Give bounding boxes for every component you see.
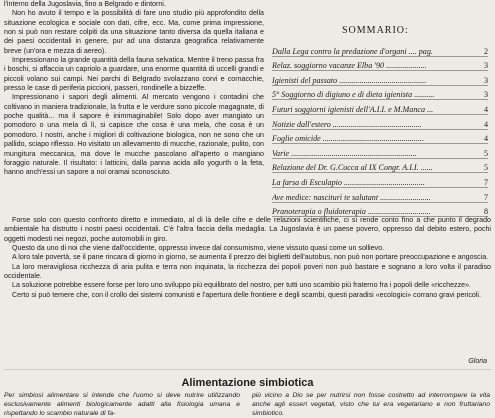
toc-item-page: 4 [483,119,488,129]
section-paragraph: Per simbiosi alimentare si intende che l'uomo si deve nutrire utilizzando esclusivamente alimenti biologicamente adatti alla fisiologia umana e rispettando lo scambio naturale di fa- [4,392,240,417]
toc-item-page: 3 [483,75,488,85]
toc-item-page: 7 [483,192,488,202]
toc-item-title: Igienisti del passato ........................................... [272,75,427,85]
article-paragraph: Non ho avuto il tempo e la possibilità di fare uno studio più approfondito della situazione ecologica e sociale con dati, cifre, ecc. Ma, come prima impressione, non si può non restare colpiti da una situazione tanto diversa da quella italiana e dei paesi occidentali in genere, pur ad una distanza geografica relativamente breve (un'ora e mezza di aereo). [4,9,264,55]
toc-item-page: 5 [483,163,488,173]
sommario-list [272,42,488,217]
article-left-column [4,0,264,178]
toc-item-page: 4 [483,104,488,114]
article-paragraph: Impressionano i sapori degli alimenti. Al mercato vengono i contadini che coltivano in maniera tradizionale, la frutta e le verdure sono piccole magagnate, di poche qualità... ma il sapore è inimmaginabile! Solo dopo aver mangiato un pomodoro o una mela di lì, si capisce che cosa è una mela, che cosa è un pomodoro. I nostri, anche i migliori di coltivazione biologica, non ne sono che un pallido, sciapo riflesso. Ho visitato un allevamento di mucche, razionale, pulito, con mungitura meccanica, ma dove le mucche pascolano all'aperto o mangiano foraggio naturale. Il risultato: i latticini, dalla panna acida allo yogurth o la feta, hanno anch'essi un sapore a noi oramai sconosciuto. [4,93,264,177]
toc-item[interactable] [272,188,488,203]
toc-item-page: 3 [483,61,488,71]
toc-item-title: 5° Soggiorno di digiuno e di dieta igienista .......... [272,90,435,100]
article-paragraph: La soluzione potrebbe essere forse per loro uno sviluppo più equilibrato del nostro, per tutti uno scambio più fraterno fra i popoli delle «ricchezze». [12,281,472,290]
section-paragraph: più vicino a Dio se per nutrirsi non fosse costretto ad interrompere la vita anche agli esseri vegetali, visto che lui era vegetariano e non fruttariano simbiotico. [252,392,490,417]
toc-item-title: Ave medice: nasciturì te salutant ......................... [272,192,431,202]
toc-item-page: 8 [483,207,488,217]
toc-item-title: Pranoterapia o fluidoterapia ............................... [272,207,431,217]
section-divider [4,369,491,370]
toc-item-title: Dalla Lega contro la predazione d'organi .... pag. [272,46,433,56]
toc-item-title: Futuri soggiorni igienisti dell'A.I.I. e M.Manca ... [272,104,434,114]
toc-item[interactable] [272,57,488,72]
article-paragraph: Certo si può temere che, con il crollo dei sistemi comunisti e l'apertura delle frontiere e degli scambi, questi paradisi «ecologici» corrano gravi pericoli. [12,290,481,299]
section-right-column [252,391,490,418]
sommario-title: SOMMARIO: [342,25,409,36]
toc-item[interactable] [272,203,488,218]
author-signature: Gloria [468,358,487,365]
toc-item-title: La farsa di Esculapio ........................................ [272,177,425,187]
toc-item-title: Varie .............................................................. [272,148,417,158]
toc-item-page: 7 [483,177,488,187]
toc-item[interactable] [272,71,488,86]
toc-item-title: Relazione del Dr. G.Cocca al IX Congr. A.I.I. ...... [272,163,433,173]
section-heading: Alimentazione simbiotica [181,377,314,389]
toc-item[interactable] [272,100,488,115]
toc-item-page: 2 [483,46,488,56]
toc-item-title: Relaz. soggiorno vacanze Elba '90 .................... [272,61,427,71]
article-paragraph: A loro tale povertà, se il pane rincara di giorno in giorno, se aumenta il prezzo dei biglietti dell'autobus, non può non portare preoccupazione e angoscia. [12,253,489,262]
article-paragraph: Forse solo con questo confronto diretto e immediato, al di là delle cifre e delle relazioni scientifiche, ci si rende conto fino a che punto il degrado ambientale ha distrutto i nostri paesi occidentali. C'è l'altra faccia della medaglia. La Jugoslavia è un paese povero, oppresso dal debito estero, pochi oggetti modesti nei negozi, poche automobili in giro. [4,216,491,243]
article-paragraph: Impressionano la grande quantità della fauna selvatica. Mentre il treno passa fra i boschi, si affaccia un capriolo a guardare, una enorme quantità di uccelli grandi e piccoli volano sui campi. Nei parchi di Belgrado svolazzano corvi e cornacchie, presso le case di periferia piccioni, passeri, rondinelle a bizzeffe. [4,56,264,93]
toc-item-page: 4 [483,134,488,144]
article-paragraph: La loro meravigliosa ricchezza di aria pulita e terra non inquinata, la ricchezza dei popoli poveri non può bastare e sognano a loro volta il paradiso occidentale. [4,262,491,281]
toc-item-page: 5 [483,148,488,158]
toc-item[interactable] [272,144,488,159]
article-paragraph: Questo da uno di noi che viene dall'occidente, oppresso invece dal consumismo, viene vissuto quasi come un sollievo. [12,244,385,253]
toc-item[interactable] [272,130,488,145]
toc-item[interactable] [272,159,488,174]
toc-item[interactable] [272,173,488,188]
toc-item[interactable] [272,42,488,57]
toc-item-title: Foglie omicide .................................................. [272,134,424,144]
toc-item-page: 3 [483,90,488,100]
article-full-width [4,216,491,300]
toc-item[interactable] [272,115,488,130]
section-left-column [4,391,240,418]
toc-item-title: Notizie dall'estero ............................................ [272,119,422,129]
toc-item[interactable] [272,86,488,101]
article-paragraph: l'interno della Jugoslavia, fino a Belgrado e dintorni. [4,0,166,8]
